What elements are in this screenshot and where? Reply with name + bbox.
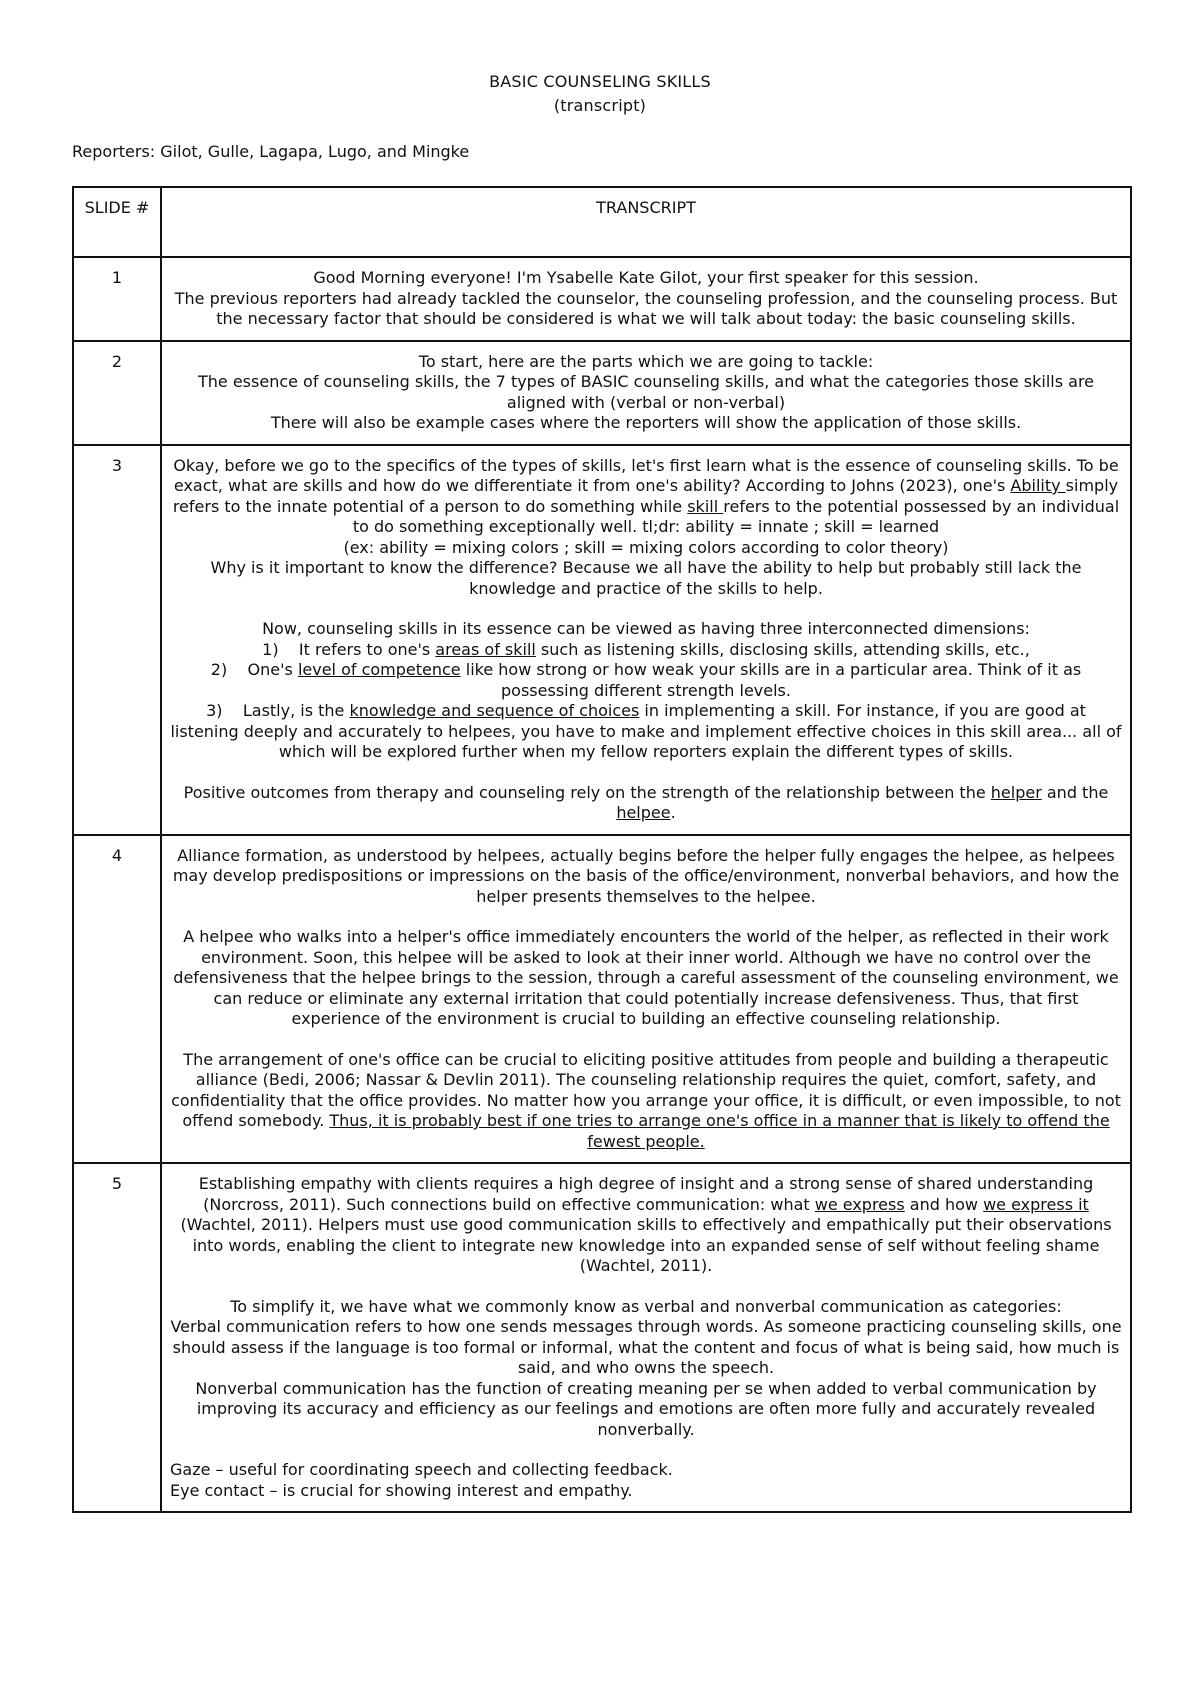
table-row	[73, 835, 1131, 1164]
list-number: 2)	[210, 660, 228, 679]
underlined-sentence: Thus, it is probably best if one tries to arrange one's office in a manner that is likely to offend the fewest people.	[329, 1111, 1110, 1151]
slide-number: 3	[73, 445, 161, 835]
paragraph-gap	[170, 1030, 1122, 1050]
underlined-term: level of competence	[297, 660, 461, 679]
transcript-paragraph	[170, 456, 1122, 538]
table-row	[73, 445, 1131, 835]
text-span: and how	[904, 1194, 984, 1214]
underlined-term: areas of skill	[435, 639, 536, 659]
list-item	[170, 660, 1122, 701]
text-span: (Wachtel, 2011). Helpers must use good communication skills to effectively and empathically put their observations into words, enabling the client to integrate new knowledge into an expanded sense of self without feeling shame (Wachtel, 2011).	[180, 1215, 1112, 1275]
text-span: like how strong or how weak your skills are in a particular area. Think of it as possessing different strength levels.	[460, 660, 1082, 700]
transcript-paragraph: There will also be example cases where the reporters will show the application of those skills.	[270, 413, 1022, 432]
transcript-paragraph: Eye contact – is crucial for showing interest and empathy.	[170, 1480, 633, 1500]
underlined-term-skill: skill	[687, 496, 724, 516]
transcript-paragraph: To start, here are the parts which we are going to tackle:	[418, 351, 874, 371]
transcript-paragraph: The previous reporters had already tackled the counselor, the counseling profession, and the counseling process. But the necessary factor that should be considered is what we will talk about today: the basic counseling skills.	[174, 288, 1118, 328]
text-span: Positive outcomes from therapy and counseling rely on the strength of the relationship between the	[183, 782, 991, 802]
list-item	[170, 701, 1122, 763]
transcript-paragraph: The essence of counseling skills, the 7 types of BASIC counseling skills, and what the categories those skills are aligned with (verbal or non-verbal)	[197, 372, 1095, 412]
transcript-cell	[161, 257, 1131, 341]
underlined-term: we express	[814, 1194, 905, 1214]
transcript-paragraph: Nonverbal communication has the function of creating meaning per se when added to verbal communication by improving its accuracy and efficiency as our feelings and emotions are often more fully and accurately revealed nonverbally.	[195, 1378, 1097, 1439]
list-item	[170, 640, 1122, 661]
transcript-paragraph: Gaze – useful for coordinating speech and collecting feedback.	[170, 1460, 673, 1479]
text-span: Establishing empathy with clients requires a high degree of insight and a strong sense of shared understanding (Norcross, 2011). Such connections build on effective communication: what	[198, 1174, 1094, 1214]
slide-number: 4	[73, 835, 161, 1164]
table-row	[73, 341, 1131, 445]
paragraph-gap	[170, 599, 1122, 619]
paragraph-gap	[170, 763, 1122, 783]
document-subtitle: (transcript)	[553, 96, 647, 115]
transcript-cell	[161, 341, 1131, 445]
transcript-cell	[161, 1163, 1131, 1512]
transcript-paragraph: Alliance formation, as understood by helpees, actually begins before the helper fully engages the helpee, as helpees may develop predispositions or impressions on the basis of the office/environment, nonverbal behaviors, and how the helper presents themselves to the helpee.	[172, 845, 1120, 906]
document-title: BASIC COUNSELING SKILLS	[489, 72, 711, 91]
header-slide: SLIDE #	[73, 187, 161, 257]
text-span: The arrangement of one's office can be crucial to eliciting positive attitudes from people and building a therapeutic alliance (Bedi, 2006; Nassar & Devlin 2011). The counseling relationship requires the quiet, comfort, safety, and confidentiality that the office provides. No matter how you arrange your office, it is difficult, or even impossible, to not offend somebody.	[171, 1049, 1121, 1130]
list-number: 3)	[206, 701, 223, 720]
text-span: refers to the potential possessed by an individual to do something exceptionally well. tl;dr: ability = innate ; skill = learned	[352, 496, 1120, 536]
transcript-paragraph: Good Morning everyone! I'm Ysabelle Kate Gilot, your first speaker for this session.	[313, 268, 979, 287]
transcript-table	[72, 186, 1132, 1513]
transcript-cell	[161, 445, 1131, 835]
underlined-term-helper: helper	[990, 782, 1042, 802]
paragraph-gap	[170, 907, 1122, 927]
transcript-paragraph: Why is it important to know the difference? Because we all have the ability to help but probably still lack the knowledge and practice of the skills to help.	[210, 558, 1082, 598]
dimensions-list	[170, 640, 1122, 763]
header-transcript: TRANSCRIPT	[161, 187, 1131, 257]
text-span: Okay, before we go to the specifics of the types of skills, let's first learn what is the essence of counseling skills. To be exact, what are skills and how do we differentiate it from one's ability? According to Johns (2023), one's	[173, 455, 1119, 495]
transcript-paragraph: A helpee who walks into a helper's office immediately encounters the world of the helper, as reflected in their work environment. Soon, this helpee will be asked to look at their inner world. Although we have no control over the defensiveness that the helpee brings to the session, through a careful assessment of the counseling environment, we can reduce or eliminate any external irritation that could potentially increase defensiveness. Thus, that first experience of the environment is crucial to building an effective counseling relationship.	[173, 927, 1119, 1028]
slide-number: 1	[73, 257, 161, 341]
text-span: in implementing a skill. For instance, if you are good at listening deeply and accurately to helpees, you have to make and implement effective choices in this skill area... all of which will be explored further when my fellow reporters explain the different types of skills.	[170, 701, 1122, 761]
underlined-term: we express it	[983, 1194, 1089, 1214]
underlined-term-helpee: helpee	[616, 803, 671, 822]
text-span: and the	[1041, 782, 1109, 802]
table-row	[73, 1163, 1131, 1512]
text-span: .	[670, 803, 676, 822]
transcript-paragraph: (ex: ability = mixing colors ; skill = mixing colors according to color theory)	[343, 537, 949, 557]
transcript-cell	[161, 835, 1131, 1164]
table-row	[73, 257, 1131, 341]
text-span: simply refers to the innate potential of a person to do something while	[172, 476, 1119, 516]
reporters-line: Reporters: Gilot, Gulle, Lagapa, Lugo, and Mingke	[72, 142, 470, 161]
transcript-paragraph: Now, counseling skills in its essence can be viewed as having three interconnected dimensions:	[262, 619, 1030, 638]
transcript-paragraph	[170, 1174, 1122, 1277]
slide-number: 2	[73, 341, 161, 445]
paragraph-gap	[170, 1277, 1122, 1297]
list-number: 1)	[262, 639, 279, 659]
transcript-paragraph: To simplify it, we have what we commonly know as verbal and nonverbal communication as categories:	[230, 1296, 1062, 1316]
underlined-term-ability: Ability	[1010, 476, 1066, 495]
table-header-row	[73, 187, 1131, 257]
transcript-paragraph	[170, 783, 1122, 824]
transcript-paragraph	[170, 1050, 1122, 1153]
paragraph-gap	[170, 1440, 1122, 1460]
text-span: It refers to one's	[298, 639, 436, 659]
text-span: Lastly, is the	[242, 701, 350, 720]
text-span: such as listening skills, disclosing skills, attending skills, etc.,	[535, 639, 1030, 659]
slide-number: 5	[73, 1163, 161, 1512]
text-span: One's	[247, 660, 298, 679]
transcript-paragraph: Verbal communication refers to how one sends messages through words. As someone practicing counseling skills, one should assess if the language is too formal or informal, what the content and focus of what is being said, how much is said, and who owns the speech.	[170, 1317, 1122, 1377]
underlined-term: knowledge and sequence of choices	[349, 701, 640, 720]
